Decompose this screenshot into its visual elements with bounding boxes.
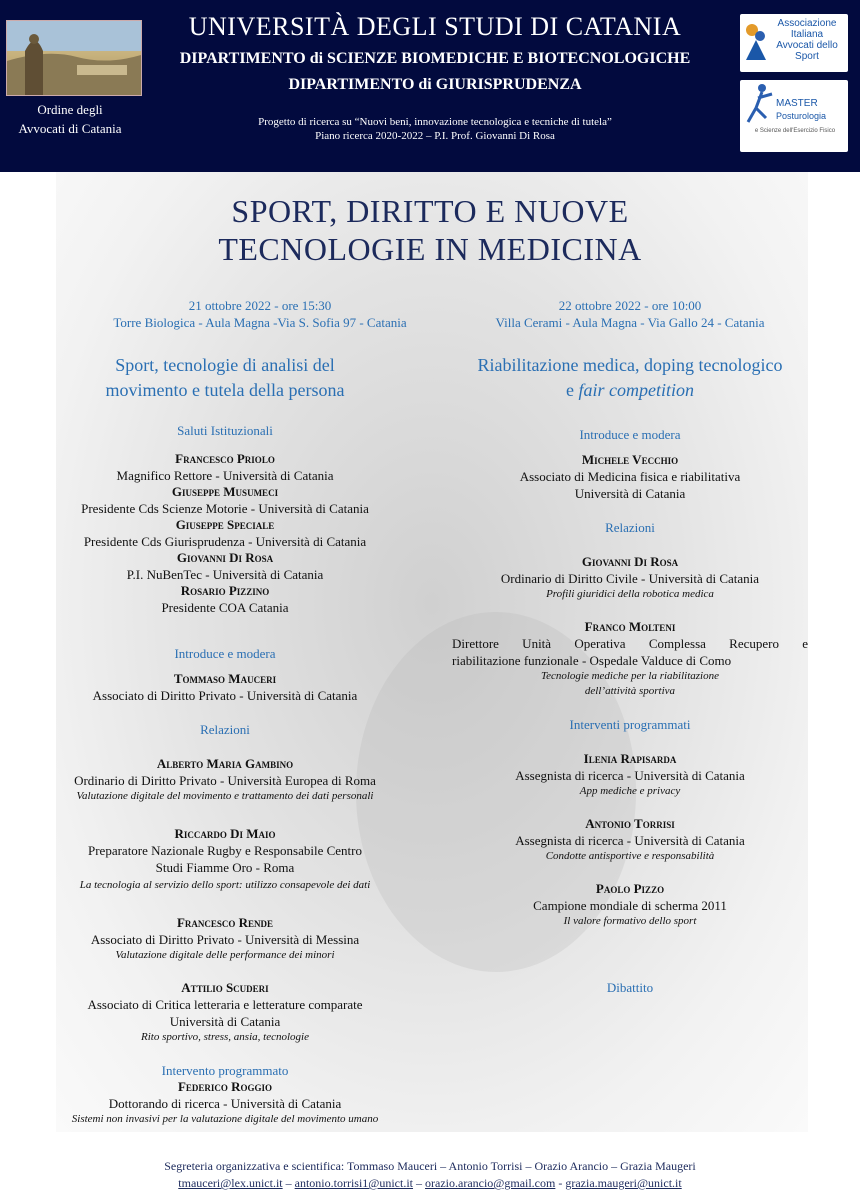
speaker-name: Ilenia Rapisarda [583,751,677,766]
speaker-role: Ordinario di Diritto Privato - Università Europea di Roma [74,773,376,788]
master-line3: e Scienze dell'Esercizio Fisico [754,128,836,134]
right-introduce-label: Introduce e modera [579,427,681,442]
speaker-role: Università di Catania [169,1014,281,1029]
footer-separator: – [413,1176,426,1190]
speaker-name: Tommaso Mauceri [173,671,277,686]
talk-item [40,915,410,963]
talk-topic: La tecnologia al servizio dello sport: utilizzo consapevole dei dati [79,879,371,891]
speaker-role: Associato di Diritto Privato - Università di Catania [92,688,358,703]
right-session-italic: fair competition [578,380,694,400]
speaker-name: Attilio Scuderi [181,980,269,995]
project-line2: Piano ricerca 2020-2022 – P.I. Prof. Giovanni Di Rosa [315,130,555,142]
speaker-role: Presidente Cds Scienze Motorie - Università di Catania [81,501,369,516]
university-title: UNIVERSITÀ DEGLI STUDI DI CATANIA [188,12,682,41]
ordine-caption [0,100,140,138]
master-line1: MASTER [776,98,818,109]
talk-topic: Condotte antisportive e responsabilità [545,850,715,862]
speaker-role: Dottorando di ricerca - Università di Catania [108,1096,342,1111]
speaker-role: Campione mondiale di scherma 2011 [533,898,727,913]
right-date: 22 ottobre 2022 - ore 10:00 [558,298,702,313]
talk-topic: Tecnologie mediche per la riabilitazione [540,670,719,682]
left-date-place [60,297,460,331]
speaker-role: Direttore Unità Operativa Complessa Recupero e [452,636,808,651]
talk-item [430,554,830,602]
right-moderator [430,452,830,502]
department-law: DIPARTIMENTO di GIURISPRUDENZA [288,76,582,93]
speaker-role: Assegnista di ricerca - Università di Catania [515,833,745,848]
speaker-role: riabilitazione funzionale - Ospedale Valduce di Como [452,653,732,668]
left-moderator [40,671,410,704]
master-line2: Posturologia [776,111,827,121]
talk-item [40,756,410,804]
event-title [130,192,730,268]
aias-line3: Avvocati dello Sport [776,40,838,62]
speaker-role: Preparatore Nazionale Rugby e Responsabile Centro [88,843,362,858]
speaker-name: Antonio Torrisi [585,816,675,831]
speaker-name: Rosario Pizzino [180,583,270,598]
saluti-label: Saluti Istituzionali [177,423,273,438]
right-session-prefix: e [566,380,579,400]
left-intervento-label: Intervento programmato [161,1063,289,1078]
left-place: Torre Biologica - Aula Magna -Via S. Sofia 97 - Catania [113,315,407,330]
talk-item [452,619,808,699]
speaker-name: Alberto Maria Gambino [156,756,294,771]
footer-separator: - [555,1176,566,1190]
right-session-line1: Riabilitazione medica, doping tecnologico [477,355,783,375]
email-link[interactable]: tmauceri@lex.unict.it [178,1176,283,1190]
project-line1: Progetto di ricerca su “Nuovi beni, innovazione tecnologica e tecniche di tutela” [258,116,612,128]
speaker-role: Presidente Cds Giurisprudenza - Università di Catania [83,534,367,549]
speaker-name: Giovanni Di Rosa [581,554,679,569]
email-link[interactable]: orazio.arancio@gmail.com [425,1176,556,1190]
footer-secretariat: Segreteria organizzativa e scientifica: Tommaso Mauceri – Antonio Torrisi – Orazio Arancio – Grazia Maugeri [164,1159,696,1173]
speaker-name: Giuseppe Speciale [175,517,275,532]
left-introduce-label: Introduce e modera [174,646,276,661]
talk-topic: Sistemi non invasivi per la valutazione digitale del movimento umano [71,1113,379,1125]
speaker-name: Riccardo Di Maio [174,826,276,841]
left-session-title [60,353,390,403]
speaker-role: Magnifico Rettore - Università di Catania [116,468,334,483]
speaker-role: Associato di Medicina fisica e riabilitativa [519,469,741,484]
right-relazioni-label: Relazioni [605,520,655,535]
speaker-role: Ordinario di Diritto Civile - Università di Catania [500,571,760,586]
email-link[interactable]: antonio.torrisi1@unict.it [294,1176,414,1190]
footer-emails [0,1175,860,1192]
right-session-title [430,353,830,403]
talk-topic: Valutazione digitale delle performance dei minori [115,949,335,961]
master-logo [740,80,848,152]
right-interventi-label: Interventi programmati [569,717,691,732]
aias-line2: Italiana [790,29,824,40]
speaker-name: Francesco Rende [176,915,274,930]
speaker-role: Assegnista di ricerca - Università di Catania [515,768,745,783]
talk-topic: Profili giuridici della robotica medica [546,588,714,600]
speaker-role: P.I. NuBenTec - Università di Catania [126,567,324,582]
intervento-item [430,816,830,864]
right-date-place [430,297,830,331]
right-session-line2 [430,378,830,403]
ordine-line2: Avvocati di Catania [18,121,122,136]
speaker-role: Presidente COA Catania [161,600,289,615]
speaker-role: Università di Catania [574,486,686,501]
talk-item [40,826,410,893]
dibattito-label: Dibattito [606,980,654,995]
left-relazioni-label: Relazioni [200,722,250,737]
footer-separator: – [282,1176,295,1190]
department-biomed: DIPARTIMENTO di SCIENZE BIOMEDICHE E BIOTECNOLOGICHE [179,50,691,67]
left-session-line1: Sport, tecnologie di analisi del [115,355,335,375]
speaker-name: Paolo Pizzo [595,881,665,896]
speaker-name: Giuseppe Musumeci [171,484,279,499]
ordine-line1: Ordine degli [37,102,103,117]
speaker-name: Francesco Priolo [175,451,275,466]
aias-line1: Associazione [777,18,837,29]
speaker-name: Federico Roggio [177,1079,273,1094]
right-place: Villa Cerami - Aula Magna - Via Gallo 24 - Catania [495,315,765,330]
left-date: 21 ottobre 2022 - ore 15:30 [188,298,332,313]
talk-topic: Il valore formativo dello sport [563,915,697,927]
project-info [140,115,730,143]
aias-logo [740,14,848,72]
speaker-role: Associato di Diritto Privato - Università di Messina [90,932,360,947]
speaker-role: Associato di Critica letteraria e letterature comparate [87,997,363,1012]
speaker-role: Studi Fiamme Oro - Roma [155,860,295,875]
talk-topic: dell’attività sportiva [584,685,676,697]
email-link[interactable]: grazia.maugeri@unict.it [565,1176,682,1190]
intervento-item [430,881,830,929]
talk-topic: Valutazione digitale del movimento e trattamento dei dati personali [76,790,374,802]
header-banner [0,0,860,172]
talk-topic: Rito sportivo, stress, ansia, tecnologie [141,1031,309,1043]
speaker-name: Michele Vecchio [581,452,679,467]
talk-topic: App mediche e privacy [579,785,681,797]
footer [0,1158,860,1192]
event-title-line1: SPORT, DIRITTO E NUOVE [231,193,629,229]
speaker-name: Franco Molteni [584,619,676,634]
left-session-line2: movimento e tutela della persona [105,380,345,400]
intervento-item [430,751,830,799]
talk-item [40,980,410,1045]
event-title-line2: TECNOLOGIE IN MEDICINA [218,231,642,267]
intervento-item [20,1079,430,1127]
speaker-name: Giovanni Di Rosa [176,550,274,565]
saluti-list [40,451,410,616]
ordine-avvocati-logo [6,20,142,96]
